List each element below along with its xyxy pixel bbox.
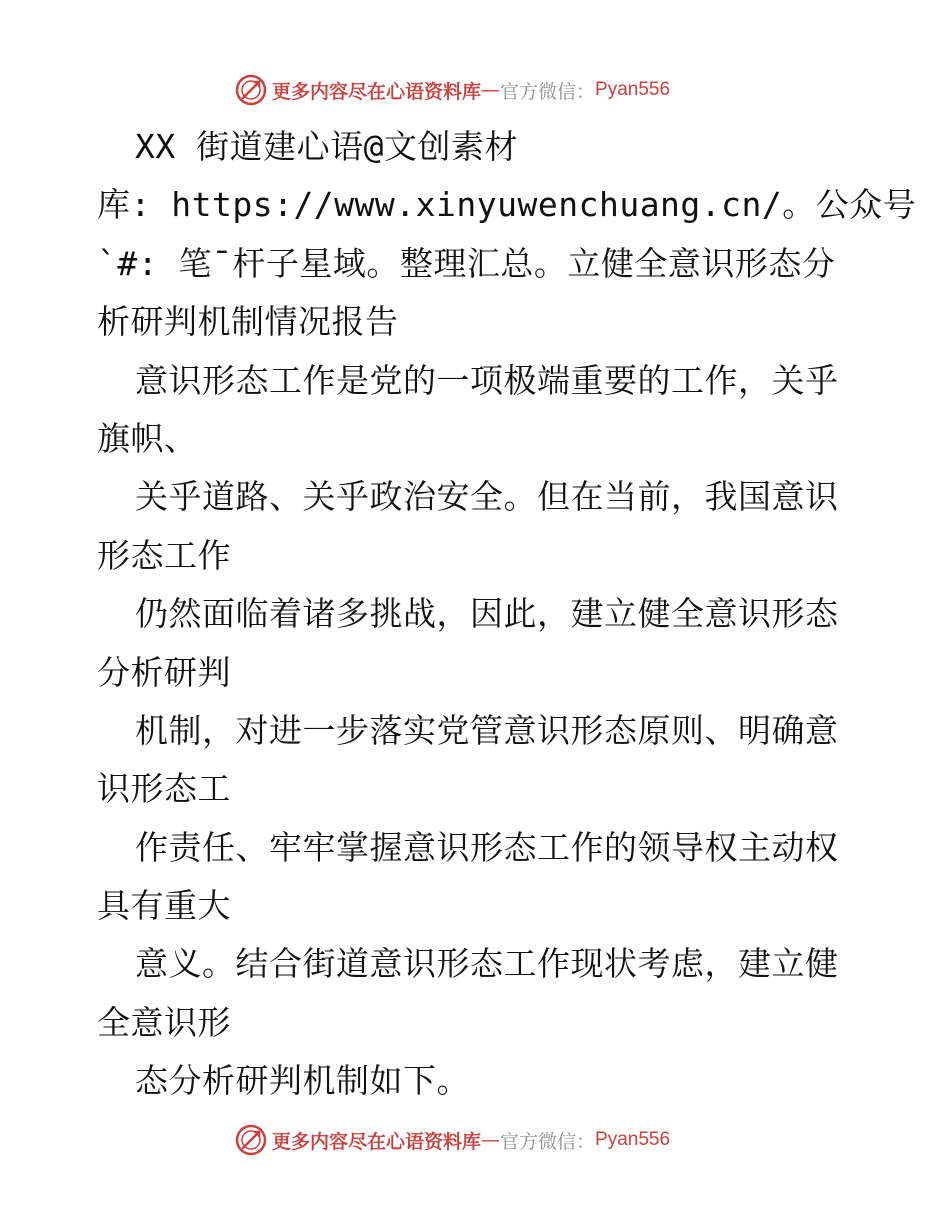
doc-line: 库: https://www.xinyuwenchuang.cn/。公众号: [97, 185, 917, 225]
banner-official-label: 官方微信：: [500, 80, 596, 103]
banner-brand-text: 更多内容尽在心语资料库: [272, 80, 482, 103]
banner-separator: —: [481, 1129, 501, 1151]
seal-logo-icon: [234, 1123, 268, 1157]
banner-wechat-id: Pyan556: [595, 79, 671, 100]
doc-line: 机制，对进一步落实党管意识形态原则、明确意: [135, 710, 839, 750]
doc-line: 形态工作: [97, 535, 231, 575]
header-banner: [234, 72, 670, 108]
banner-brand-text: 更多内容尽在心语资料库: [272, 1130, 482, 1153]
doc-line: 态分析研判机制如下。: [135, 1061, 470, 1101]
doc-line: 析研判机制情况报告: [97, 302, 399, 342]
doc-line: 意义。结合街道意识形态工作现状考虑，建立健: [135, 944, 839, 984]
banner-separator: —: [481, 79, 501, 101]
footer-banner: [234, 1122, 670, 1158]
banner-wechat-id: Pyan556: [595, 1129, 671, 1150]
doc-line: 具有重大: [97, 886, 231, 926]
doc-line: 旗帜、: [97, 418, 198, 458]
doc-line: 分析研判: [97, 652, 231, 692]
document-body: [97, 118, 917, 1111]
doc-line: 仍然面临着诸多挑战，因此，建立健全意识形态: [135, 594, 839, 634]
seal-logo-icon: [234, 73, 268, 107]
doc-line: 全意识形: [97, 1002, 231, 1042]
doc-line: 作责任、牢牢掌握意识形态工作的领导权主动权: [135, 827, 839, 867]
banner-official-label: 官方微信：: [500, 1130, 596, 1153]
doc-line: 识形态工: [97, 769, 231, 809]
doc-line: `#: 笔¯杆子星域。整理汇总。立健全意识形态分: [97, 243, 836, 283]
doc-line: 意识形态工作是党的一项极端重要的工作，关乎: [135, 360, 839, 400]
doc-line: XX 街道建心语@文创素材: [135, 127, 518, 166]
doc-line: 关乎道路、关乎政治安全。但在当前，我国意识: [135, 477, 839, 517]
